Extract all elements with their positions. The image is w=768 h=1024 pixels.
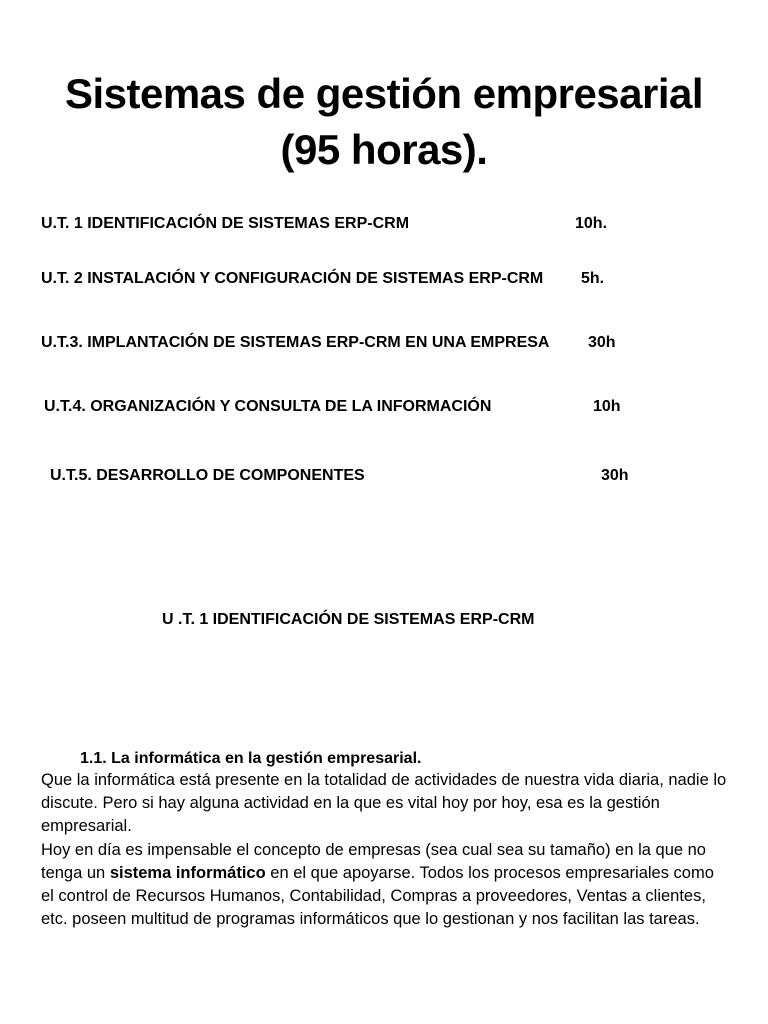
- section-heading: U .T. 1 IDENTIFICACIÓN DE SISTEMAS ERP-CRM: [162, 611, 535, 628]
- unit-1-label: U.T. 1 IDENTIFICACIÓN DE SISTEMAS ERP-CRM: [41, 215, 410, 232]
- unit-5-label: U.T.5. DESARROLLO DE COMPONENTES: [50, 467, 365, 484]
- unit-4-label: U.T.4. ORGANIZACIÓN Y CONSULTA DE LA INFORMACIÓN: [44, 398, 492, 415]
- unit-3-label: U.T.3. IMPLANTACIÓN DE SISTEMAS ERP-CRM EN UNA EMPRESA: [41, 334, 550, 351]
- unit-1-hours: 10h.: [575, 215, 608, 232]
- unit-4-hours: 10h: [593, 398, 621, 415]
- paragraph-2-before: Hoy en día es impensable el concepto de empresas (sea cual sea su tamaño) en la que no tenga un: [41, 840, 706, 882]
- subheading: 1.1. La informática en la gestión empresarial.: [80, 750, 422, 767]
- unit-2-label: U.T. 2 INSTALACIÓN Y CONFIGURACIÓN DE SISTEMAS ERP-CRM: [41, 270, 544, 287]
- body-text: [41, 769, 731, 931]
- paragraph-2-after: en el que apoyarse. Todos los procesos empresariales como el control de Recursos Humanos, Contabilidad, Compras a proveedores, Ventas a clientes, etc. poseen multitud de programas informáticos que lo gestionan y nos facilitan las tareas.: [41, 863, 714, 929]
- paragraph-2: [41, 839, 731, 932]
- unit-2-hours: 5h.: [581, 270, 605, 287]
- paragraph-1: Que la informática está presente en la totalidad de actividades de nuestra vida diaria, nadie lo discute. Pero si hay alguna actividad en la que es vital hoy por hoy, esa es la gestión empresarial.: [41, 771, 727, 836]
- unit-5-hours: 30h: [601, 467, 629, 484]
- paragraph-2-bold: sistema informático: [109, 863, 266, 882]
- page-title-line-1: Sistemas de gestión empresarial: [64, 70, 704, 117]
- page-title: [0, 66, 768, 178]
- unit-3-hours: 30h: [588, 334, 616, 351]
- page-title-line-2: (95 horas).: [280, 126, 488, 173]
